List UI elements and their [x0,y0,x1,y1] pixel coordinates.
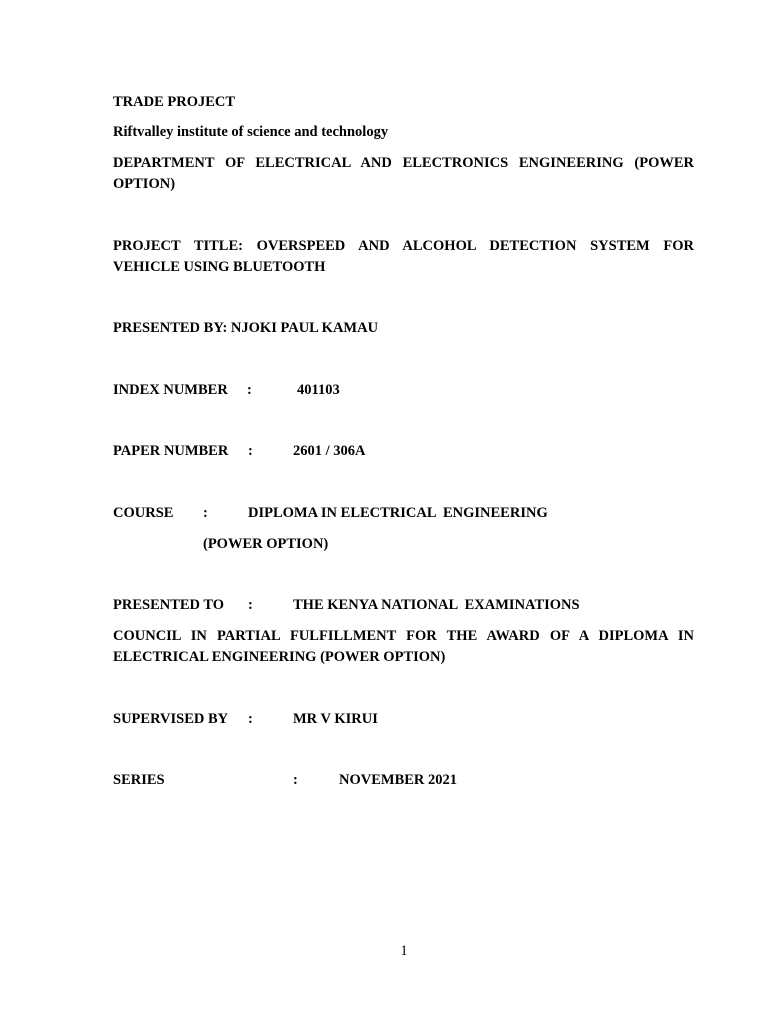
project-title-line-1: PROJECT TITLE: OVERSPEED AND ALCOHOL DETECTION SYSTEM FOR [113,238,694,254]
presented-to-value: THE KENYA NATIONAL EXAMINATIONS [293,597,580,613]
course-separator: : [203,505,208,521]
series-separator: : [293,772,298,788]
course-value-line-2: (POWER OPTION) [203,536,329,552]
department-line-1: DEPARTMENT OF ELECTRICAL AND ELECTRONICS ENGINEERING (POWER [113,155,694,171]
index-number-label: INDEX NUMBER [113,382,228,398]
page-number: 1 [400,943,408,959]
council-line-2: ELECTRICAL ENGINEERING (POWER OPTION) [113,649,446,665]
supervised-by-separator: : [248,711,253,727]
supervised-by-value: MR V KIRUI [293,711,378,727]
presented-by: PRESENTED BY: NJOKI PAUL KAMAU [113,320,379,336]
paper-number-value: 2601 / 306A [293,443,366,459]
course-label: COURSE [113,505,174,521]
course-value: DIPLOMA IN ELECTRICAL ENGINEERING [248,505,548,521]
department-line-2: OPTION) [113,176,176,192]
series-value: NOVEMBER 2021 [339,772,458,788]
index-number-separator: : [247,382,252,398]
paper-number-label: PAPER NUMBER [113,443,229,459]
council-block [113,626,694,668]
index-number-value: 401103 [297,382,340,398]
presented-to-label: PRESENTED TO [113,597,225,613]
project-title-block [113,236,694,278]
project-title-line-2: VEHICLE USING BLUETOOTH [113,259,326,275]
paper-number-separator: : [248,443,253,459]
presented-to-separator: : [248,597,253,613]
series-label: SERIES [113,772,165,788]
institution-name: Riftvalley institute of science and technology [113,124,389,140]
document-heading: TRADE PROJECT [113,94,236,110]
council-line-1: COUNCIL IN PARTIAL FULFILLMENT FOR THE AWARD OF A DIPLOMA IN [113,628,694,644]
supervised-by-label: SUPERVISED BY [113,711,229,727]
department-block [113,153,694,195]
